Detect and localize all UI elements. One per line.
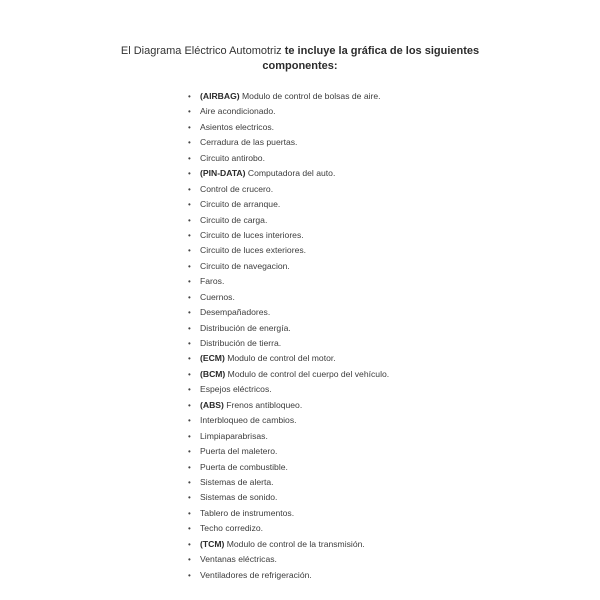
list-item <box>188 521 389 536</box>
list-item <box>188 552 389 567</box>
component-text: Techo corredizo. <box>200 523 264 534</box>
component-code: (PIN-DATA) <box>200 168 246 179</box>
bullet-icon: • <box>188 169 191 179</box>
list-item <box>188 506 389 521</box>
component-text: Espejos eléctricos. <box>200 384 272 395</box>
component-text: Limpiaparabrisas. <box>200 430 268 441</box>
bullet-icon: • <box>188 308 191 318</box>
bullet-icon: • <box>188 246 191 256</box>
bullet-icon: • <box>188 261 191 271</box>
component-text: Faros. <box>200 276 225 287</box>
list-item <box>188 166 389 181</box>
bullet-icon: • <box>188 122 191 132</box>
list-item <box>188 243 389 258</box>
list-item <box>188 429 389 444</box>
component-text: Distribución de energía. <box>200 322 291 333</box>
component-text: Tablero de instrumentos. <box>200 507 295 518</box>
list-item <box>188 475 389 490</box>
component-text: Circuito de luces interiores. <box>200 229 304 240</box>
list-item <box>188 336 389 351</box>
component-text: Asientos electricos. <box>200 121 275 132</box>
list-item <box>188 305 389 320</box>
intro-strong-text: te incluye la gráfica de los siguientes componentes: <box>262 45 480 72</box>
component-text: Modulo de control de bolsas de aire. <box>239 91 381 101</box>
bullet-icon: • <box>188 323 191 333</box>
list-item <box>188 135 389 150</box>
component-text: Modulo de control de la transmisión. <box>224 538 365 549</box>
bullet-icon: • <box>188 339 191 348</box>
list-item <box>188 321 389 336</box>
bullet-icon: • <box>188 508 191 518</box>
bullet-icon: • <box>188 416 191 426</box>
component-text: Circuito de luces exteriores. <box>200 245 307 256</box>
bullet-icon: • <box>188 539 191 549</box>
list-item <box>188 413 389 428</box>
list-item <box>188 89 389 104</box>
component-text: Circuito de arranque. <box>200 199 281 210</box>
bullet-icon: • <box>188 555 191 565</box>
component-code: (TCM) <box>200 538 225 549</box>
bullet-icon: • <box>188 524 191 534</box>
component-text: Interbloqueo de cambios. <box>200 415 297 426</box>
list-item <box>188 537 389 552</box>
bullet-icon: • <box>188 92 191 101</box>
component-code: (ECM) <box>200 353 225 364</box>
intro-heading <box>100 44 500 74</box>
component-code: (AIRBAG) <box>200 91 240 101</box>
bullet-icon: • <box>188 385 191 395</box>
components-list <box>188 89 389 583</box>
component-text: Puerta del maletero. <box>200 446 278 457</box>
bullet-icon: • <box>188 477 191 487</box>
component-text: Cuernos. <box>200 291 235 302</box>
intro-lead-text: El Diagrama Eléctrico Automotriz <box>120 45 285 57</box>
component-text: Distribución de tierra. <box>200 338 282 348</box>
bullet-icon: • <box>188 369 191 379</box>
list-item <box>188 274 389 289</box>
bullet-icon: • <box>188 200 191 210</box>
list-item <box>188 351 389 366</box>
list-item <box>188 398 389 413</box>
bullet-icon: • <box>188 400 191 410</box>
list-item <box>188 490 389 505</box>
component-text: Circuito de carga. <box>200 214 268 225</box>
bullet-icon: • <box>188 215 191 225</box>
bullet-icon: • <box>188 354 191 364</box>
component-text: Circuito de navegacion. <box>200 260 290 271</box>
component-text: Puerta de combustible. <box>200 461 288 472</box>
bullet-icon: • <box>188 431 191 441</box>
list-item <box>188 213 389 228</box>
bullet-icon: • <box>188 292 191 302</box>
list-item <box>188 182 389 197</box>
list-item <box>188 460 389 475</box>
list-item <box>188 151 389 166</box>
component-text: Modulo de control del motor. <box>224 353 336 364</box>
bullet-icon: • <box>188 570 191 580</box>
list-item <box>188 290 389 305</box>
component-text: Sistemas de sonido. <box>200 492 278 503</box>
component-code: (BCM) <box>200 368 226 379</box>
list-item <box>188 444 389 459</box>
bullet-icon: • <box>188 493 191 503</box>
bullet-icon: • <box>188 184 191 194</box>
component-text: Cerradura de las puertas. <box>200 137 298 148</box>
bullet-icon: • <box>188 107 191 117</box>
component-text: Desempañadores. <box>200 307 271 318</box>
list-item <box>188 259 389 274</box>
list-item <box>188 197 389 212</box>
list-item <box>188 228 389 243</box>
list-item <box>188 120 389 135</box>
bullet-icon: • <box>188 462 191 472</box>
component-text: Circuito antirobo. <box>200 152 265 163</box>
component-text: Control de crucero. <box>200 183 274 194</box>
component-text: Ventanas eléctricas. <box>200 554 277 565</box>
component-text: Modulo de control del cuerpo del vehículo. <box>225 368 390 379</box>
bullet-icon: • <box>188 230 191 240</box>
bullet-icon: • <box>188 447 191 457</box>
component-code: (ABS) <box>200 399 224 410</box>
component-text: Aire acondicionado. <box>200 106 276 117</box>
bullet-icon: • <box>188 138 191 148</box>
list-item <box>188 382 389 397</box>
component-text: Ventiladores de refrigeración. <box>200 569 312 580</box>
component-text: Frenos antibloqueo. <box>223 399 303 410</box>
component-text: Sistemas de alerta. <box>200 476 274 487</box>
list-item <box>188 367 389 382</box>
list-item <box>188 568 389 583</box>
component-text: Computadora del auto. <box>245 168 336 179</box>
list-item <box>188 104 389 119</box>
bullet-icon: • <box>188 153 191 163</box>
bullet-icon: • <box>188 277 191 287</box>
